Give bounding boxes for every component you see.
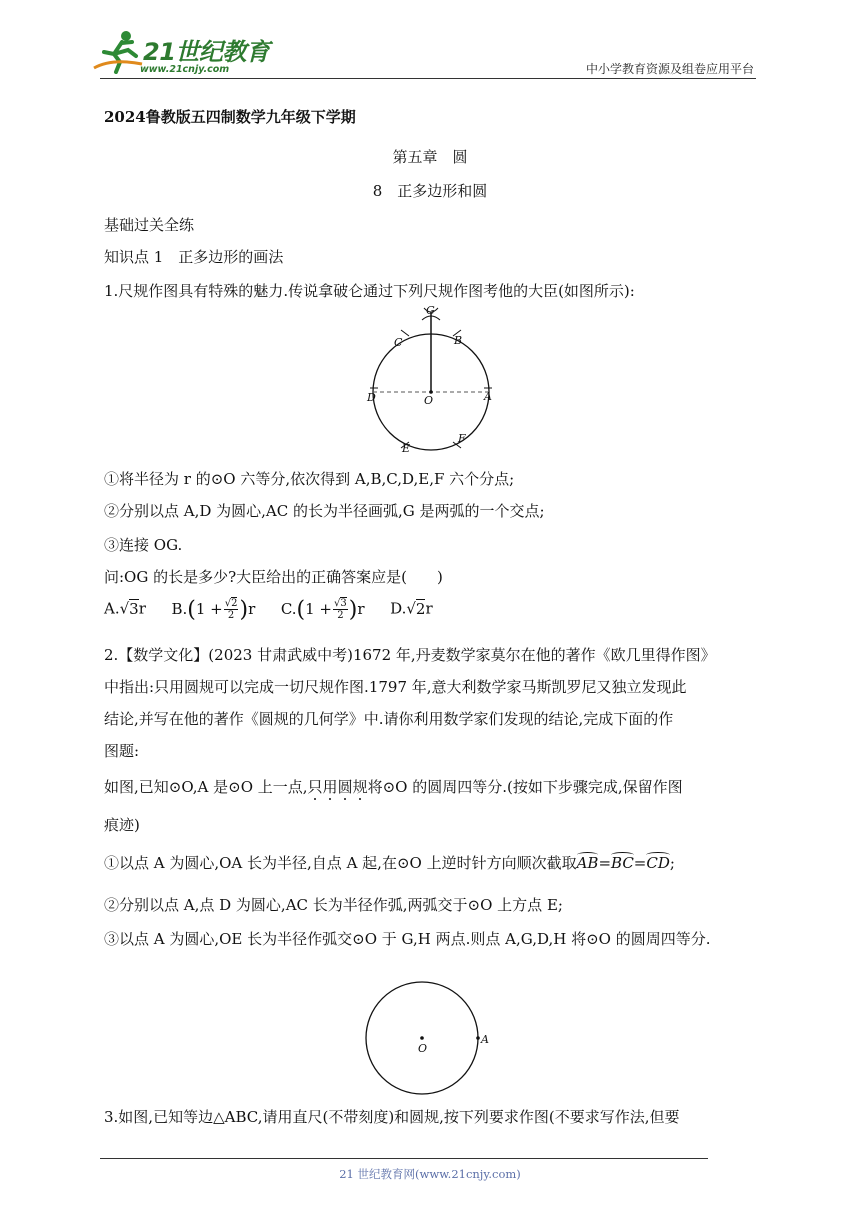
q2-center-point — [420, 1036, 424, 1040]
q2-line-2: 中指出:只用圆规可以完成一切尺规作图.1797 年,意大利数学家马斯凯罗尼又独立发现此 — [104, 678, 687, 696]
section-title: 8 正多边形和圆 — [372, 182, 488, 200]
q2-emphasis-1: 只 — [307, 778, 323, 796]
q2-step-1 — [104, 852, 675, 873]
option-b-denominator: 2 — [227, 610, 235, 621]
page-header — [0, 0, 860, 90]
q2-line-3: 结论,并写在他的著作《圆规的几何学》中.请你利用数学家们发现的结论,完成下面的作 — [104, 710, 674, 728]
option-c-fraction: $\frac{√3}{2}$ — [334, 598, 347, 621]
q1-options — [104, 598, 433, 621]
q1-option-c[interactable]: C.(1 + $\frac{√3}{2}$ )r — [280, 597, 365, 622]
option-c-denominator: 2 — [337, 610, 344, 621]
knowledge-point-heading: 知识点 1 正多边形的画法 — [104, 248, 284, 266]
q1-label-o: O — [424, 394, 434, 407]
footer-divider — [100, 1158, 708, 1159]
q2-line-4: 图题: — [104, 742, 140, 760]
q1-step-1: ①将半径为 r 的⊙O 六等分,依次得到 A,B,C,D,E,F 六个分点; — [104, 470, 515, 488]
q2-point-a — [476, 1036, 480, 1040]
chapter-title: 第五章 圆 — [392, 148, 468, 166]
option-c-suffix: r — [357, 599, 365, 618]
q1-step-2: ②分别以点 A,D 为圆心,AC 的长为半径画弧,G 是两弧的一个交点; — [104, 502, 545, 520]
q2-line-1: 2.【数学文化】(2023 甘肃武威中考)1672 年,丹麦数学家莫尔在他的著作《欧几里得作图》 — [104, 646, 716, 664]
q2-line-6: 痕迹) — [104, 816, 140, 834]
q1-label-c: C — [394, 336, 403, 349]
q1-label-a: A — [484, 390, 492, 403]
q2-figure — [360, 976, 500, 1100]
option-c-one: 1 + — [305, 599, 333, 618]
q2-step-3: ③以点 A 为圆心,OE 长为半径作弧交⊙O 于 G,H 两点.则点 A,G,D,H 将⊙O 的圆周四等分. — [104, 930, 711, 948]
q1-step-3: ③连接 OG. — [104, 536, 183, 554]
option-d-suffix: r — [425, 599, 433, 618]
q2-emphasis-3: 圆 — [337, 778, 353, 796]
q1-label-b: B — [454, 334, 463, 347]
q2-label-a: A — [481, 1033, 489, 1046]
logo — [92, 28, 270, 80]
q2-equals-1: = — [598, 854, 612, 872]
document-title: 2024鲁教版五四制数学九年级下学期 — [104, 108, 356, 126]
footer-text: 21 世纪教育网(www.21cnjy.com) — [339, 1167, 521, 1181]
q2-equals-2: = — [633, 854, 647, 872]
q2-line-5 — [104, 776, 683, 797]
runner-logo-icon — [92, 28, 144, 74]
q2-step-1-end: ; — [669, 854, 675, 872]
option-c-prefix: C. — [280, 599, 297, 618]
option-a-suffix: r — [138, 599, 146, 618]
header-tagline: 中小学教育资源及组卷应用平台 — [585, 62, 754, 76]
arc-ab: AB — [576, 854, 599, 872]
q1-stem: 1.尺规作图具有特殊的魅力.传说拿破仑通过下列尺规作图考他的大臣(如图所示): — [104, 282, 635, 300]
q2-emphasis-2: 用 — [322, 778, 338, 796]
part-heading: 基础过关全练 — [104, 216, 195, 234]
q1-label-g: G — [426, 304, 435, 317]
logo-text: 21世纪教育 — [143, 38, 270, 66]
q1-label-d: D — [367, 391, 376, 404]
q2-step-1-text: ①以点 A 为圆心,OA 长为半径,自点 A 起,在⊙O 上逆时针方向顺次截取 — [104, 854, 577, 872]
arc-bc: BC — [611, 854, 634, 872]
option-a-prefix: A. — [104, 599, 120, 618]
header-divider — [100, 78, 756, 79]
arc-cd: CD — [646, 854, 670, 872]
q1-figure — [360, 300, 500, 456]
q3-line-1: 3.如图,已知等边△ABC,请用直尺(不带刻度)和圆规,按下列要求作图(不要求写作法,但要 — [104, 1108, 680, 1126]
q1-label-f: F — [458, 432, 466, 445]
q1-option-b[interactable]: B.(1 + $\frac{√2}{2}$ )r — [171, 597, 256, 622]
option-d-radicand: 2 — [415, 599, 426, 618]
option-a-radicand: 3 — [129, 599, 139, 618]
option-b-suffix: r — [248, 599, 256, 618]
q1-option-a[interactable]: A.√3r — [104, 599, 146, 618]
q2-line-5-end: 将⊙O 的圆周四等分.(按如下步骤完成,保留作图 — [367, 778, 683, 796]
option-b-prefix: B. — [171, 599, 188, 618]
q2-line-5-start: 如图,已知⊙O,A 是⊙O 上一点, — [104, 778, 308, 796]
q1-option-d[interactable]: D.√2r — [390, 599, 433, 618]
option-c-radicand: 3 — [340, 598, 347, 609]
q2-emphasis-4: 规 — [352, 778, 368, 796]
q1-question: 问:OG 的长是多少?大臣给出的正确答案应是( ) — [104, 568, 443, 586]
option-b-fraction: $\frac{√2}{2}$ — [224, 598, 238, 621]
q2-step-2: ②分别以点 A,点 D 为圆心,AC 长为半径作弧,两弧交于⊙O 上方点 E; — [104, 896, 563, 914]
q1-label-e: E — [402, 442, 411, 455]
option-d-prefix: D. — [390, 599, 407, 618]
logo-url: www.21cnjy.com — [140, 64, 230, 75]
option-b-radicand: 2 — [231, 598, 238, 609]
q2-label-o: O — [418, 1042, 428, 1055]
option-b-one: 1 + — [195, 599, 223, 618]
